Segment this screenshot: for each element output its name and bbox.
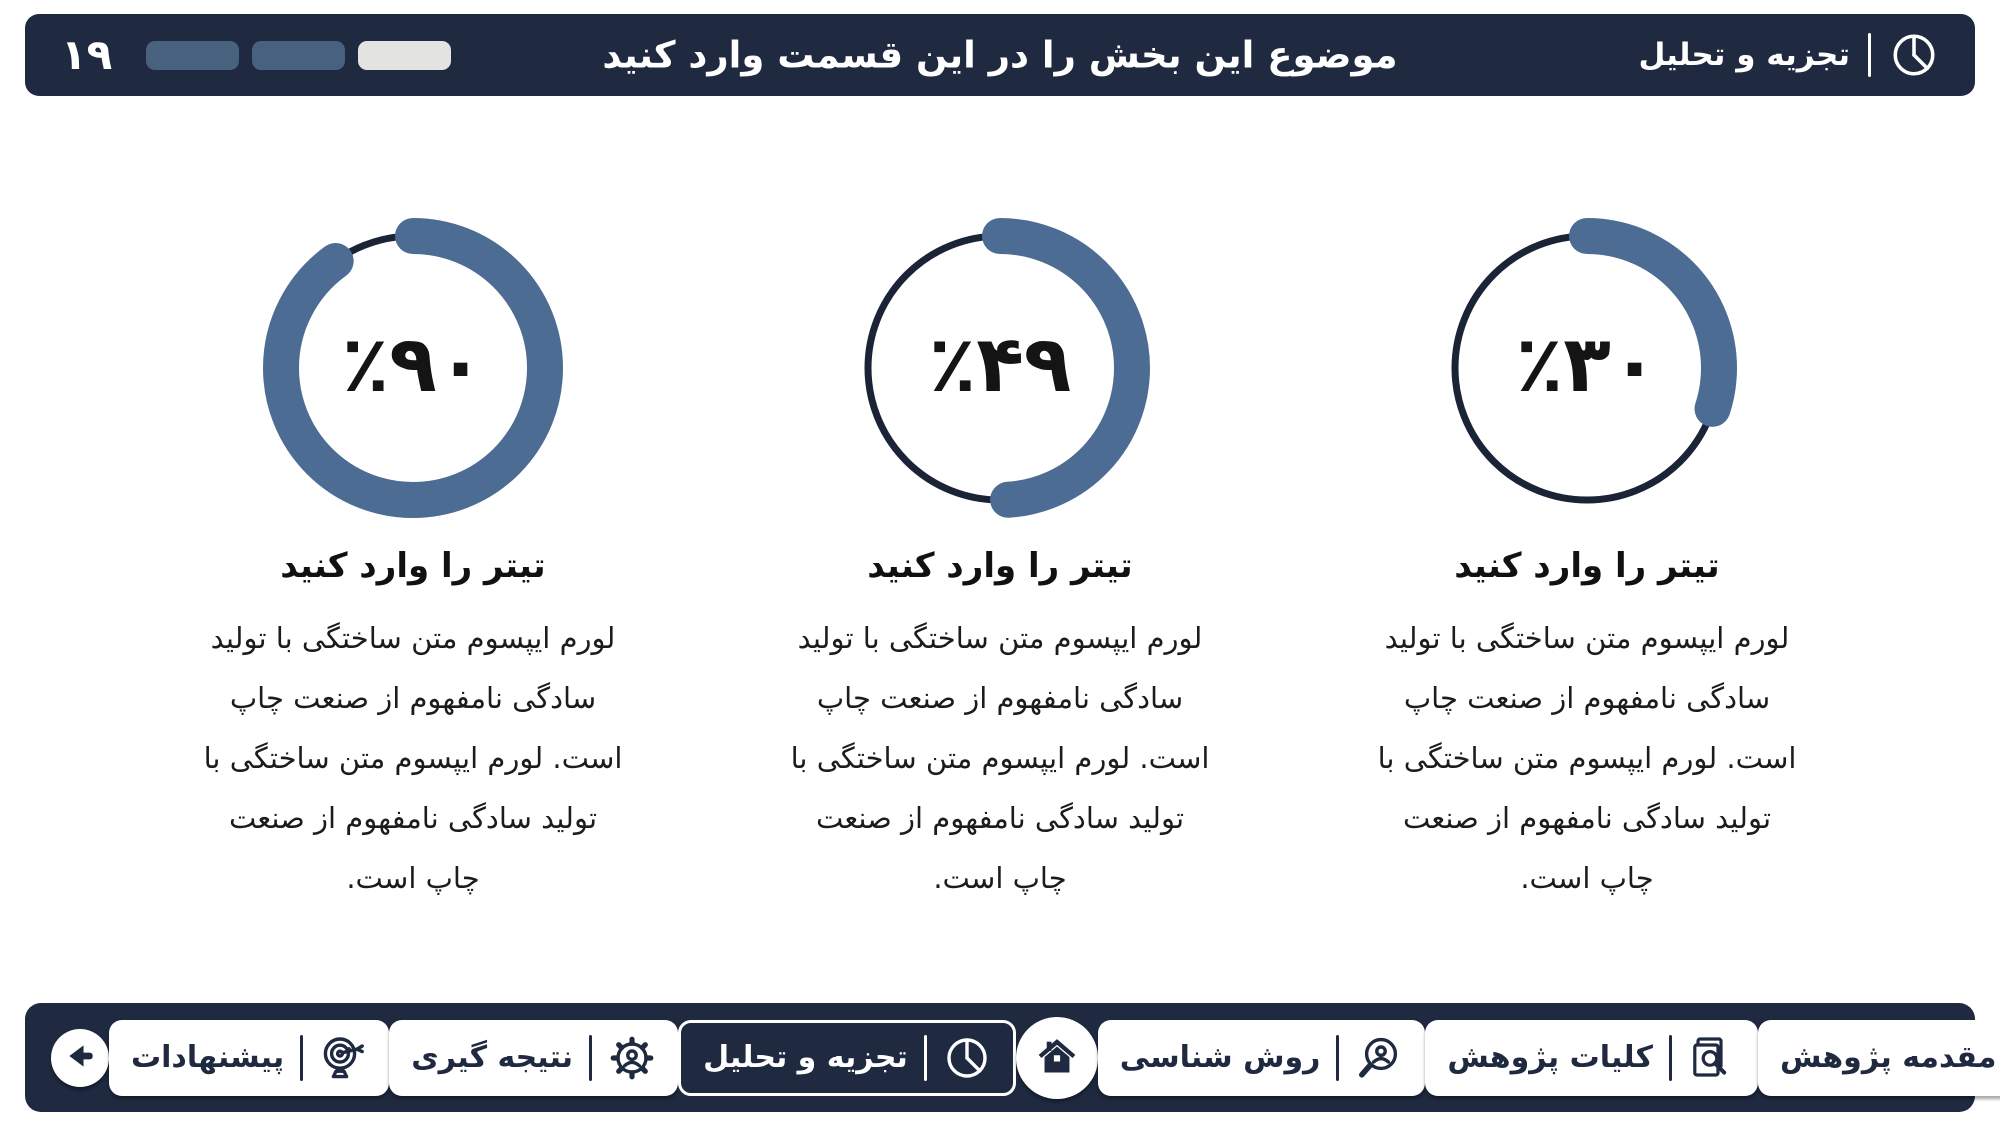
target-icon [319, 1034, 367, 1082]
gear-user-icon [608, 1034, 656, 1082]
top-bar [25, 14, 1975, 96]
stat-body: لورم ایپسوم متن ساختگی با تولید سادگی نامفهوم از صنعت چاپ است. لورم ایپسوم متن ساختگی با تولید سادگی نامفهوم از صنعت چاپ است. [1377, 621, 1797, 895]
separator [589, 1035, 592, 1081]
nav-button-conclusion[interactable] [389, 1020, 678, 1096]
stat-column-center [785, 96, 1215, 908]
stat-body: لورم ایپسوم متن ساختگی با تولید سادگی نامفهوم از صنعت چاپ است. لورم ایپسوم متن ساختگی با تولید سادگی نامفهوم از صنعت چاپ است. [203, 621, 623, 895]
nav-button-label: کلیات پژوهش [1447, 1040, 1653, 1075]
progress-segments [146, 41, 451, 70]
home-button[interactable] [1016, 1017, 1098, 1099]
arrow-left-icon [63, 1039, 97, 1076]
stat-column-left [198, 96, 628, 908]
stats-area [0, 96, 2000, 908]
magnifier-user-icon [1355, 1034, 1403, 1082]
nav-button-label: تجزیه و تحلیل [703, 1040, 908, 1075]
home-icon [1035, 1034, 1079, 1081]
bottom-nav-bar [25, 1003, 1997, 1112]
nav-button-research-intro[interactable] [1758, 1020, 2000, 1096]
nav-button-analysis[interactable] [678, 1020, 1016, 1096]
page-number: ۱۹ [61, 30, 113, 79]
donut-ring [1437, 218, 1737, 518]
stat-title: تیتر را وارد کنید [1454, 546, 1720, 586]
stat-title: تیتر را وارد کنید [867, 546, 1133, 586]
percent-value: ٪۳۰ [1515, 320, 1659, 410]
slide-title: موضوع این بخش را در این قسمت وارد کنید [602, 33, 1398, 77]
percent-value: ٪۹۰ [341, 320, 485, 410]
document-search-icon [1688, 1034, 1736, 1082]
nav-button-label: پیشنهادات [131, 1040, 285, 1075]
donut-ring [850, 218, 1150, 518]
stat-column-right [1372, 96, 1802, 908]
progress-segment [358, 41, 451, 70]
brand-block [1638, 30, 1939, 80]
nav-button-label: نتیجه گیری [411, 1040, 574, 1075]
nav-button-research-overview[interactable] [1425, 1020, 1758, 1096]
separator [1868, 33, 1871, 77]
pie-chart-icon [1889, 30, 1939, 80]
separator [1336, 1035, 1339, 1081]
brand-label: تجزیه و تحلیل [1638, 37, 1850, 73]
donut-ring [263, 218, 563, 518]
separator [924, 1035, 927, 1081]
pie-chart-icon [943, 1034, 991, 1082]
separator [1669, 1035, 1672, 1081]
back-button[interactable] [51, 1029, 109, 1087]
nav-button-methodology[interactable] [1098, 1020, 1426, 1096]
percent-value: ٪۴۹ [928, 320, 1072, 410]
nav-button-suggestions[interactable] [109, 1020, 389, 1096]
stat-body: لورم ایپسوم متن ساختگی با تولید سادگی نامفهوم از صنعت چاپ است. لورم ایپسوم متن ساختگی با تولید سادگی نامفهوم از صنعت چاپ است. [790, 621, 1210, 895]
nav-button-label: روش شناسی [1119, 1040, 1321, 1075]
progress-segment [146, 41, 239, 70]
progress-segment [252, 41, 345, 70]
stat-title: تیتر را وارد کنید [280, 546, 546, 586]
separator [300, 1035, 303, 1081]
nav-button-label: مقدمه پژوهش [1779, 1040, 1997, 1075]
